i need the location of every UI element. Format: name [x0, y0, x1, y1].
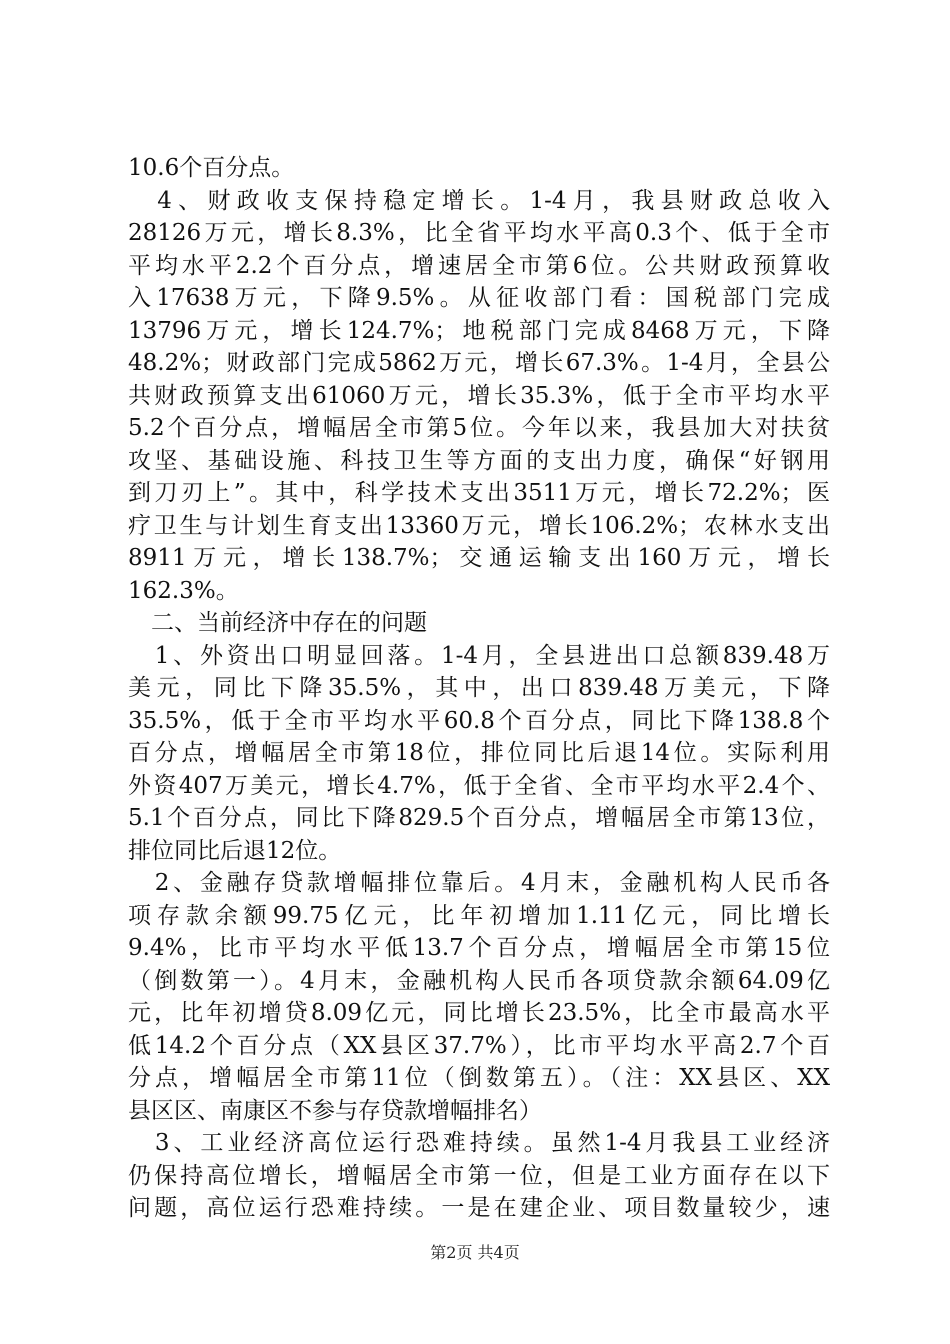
text-line: （倒数第一）。4月末，金融机构人民币各项贷款余额64.09亿: [128, 967, 830, 994]
text-line: 1、外资出口明显回落。1-4月，全县进出口总额839.48万: [128, 642, 830, 669]
document-body: [128, 152, 830, 1225]
page-footer: 第2页 共4页: [430, 1243, 520, 1262]
text-line: 疗卫生与计划生育支出13360万元，增长106.2%；农林水支出: [128, 512, 830, 539]
text-line: 10.6个百分点。: [128, 155, 295, 181]
text-line: 入17638万元，下降9.5%。从征收部门看：国税部门完成: [128, 285, 830, 311]
text-line: 低14.2个百分点（XX县区37.7%），比市平均水平高2.7个百: [128, 1032, 830, 1059]
text-line: 排位同比后退12位。: [128, 837, 342, 864]
text-line: 3、工业经济高位运行恐难持续。虽然1-4月我县工业经济: [128, 1130, 830, 1156]
text-line: 问题，高位运行恐难持续。一是在建企业、项目数量较少，速: [128, 1195, 830, 1221]
text-line: 元，比年初增贷8.09亿元，同比增长23.5%，比全市最高水平: [128, 1000, 830, 1026]
text-line: 5.1个百分点，同比下降829.5个百分点，增幅居全市第13位，: [128, 805, 830, 831]
text-line: 项存款余额99.75亿元，比年初增加1.11亿元，同比增长: [128, 902, 830, 929]
section-heading: 二、当前经济中存在的问题: [128, 610, 427, 636]
text-line: 分点，增幅居全市第11位（倒数第五）。（注：XX县区、XX: [128, 1065, 830, 1091]
text-line: 仍保持高位增长，增幅居全市第一位，但是工业方面存在以下: [128, 1162, 830, 1189]
text-line: 平均水平2.2个百分点，增速居全市第6位。公共财政预算收: [128, 252, 830, 279]
text-line: 13796万元，增长124.7%；地税部门完成8468万元，下降: [128, 317, 830, 344]
text-line: 35.5%，低于全市平均水平60.8个百分点，同比下降138.8个: [128, 707, 830, 734]
text-line: 2、金融存贷款增幅排位靠后。4月末，金融机构人民币各: [128, 870, 830, 896]
text-line: 9.4%，比市平均水平低13.7个百分点，增幅居全市第15位: [128, 935, 830, 961]
text-line: 5.2个百分点，增幅居全市第5位。今年以来，我县加大对扶贫: [128, 415, 830, 441]
text-line: 28126万元，增长8.3%，比全省平均水平高0.3个、低于全市: [128, 220, 830, 246]
text-line: 外资407万美元，增长4.7%，低于全省、全市平均水平2.4个、: [128, 772, 830, 799]
text-line: 共财政预算支出61060万元，增长35.3%，低于全市平均水平: [128, 382, 830, 409]
text-line: 到刀刃上”。其中，科学技术支出3511万元，增长72.2%；医: [128, 480, 830, 506]
text-line: 48.2%；财政部门完成5862万元，增长67.3%。1-4月，全县公: [128, 350, 830, 376]
text-line: 美元，同比下降35.5%，其中，出口839.48万美元，下降: [128, 675, 830, 701]
text-line: 4、财政收支保持稳定增长。1-4月，我县财政总收入: [128, 187, 830, 214]
text-line: 百分点，增幅居全市第18位，排位同比后退14位。实际利用: [128, 740, 830, 766]
text-line: 162.3%。: [128, 577, 239, 604]
text-line: 县区区、南康区不参与存贷款增幅排名）: [128, 1097, 542, 1124]
text-line: 攻坚、基础设施、科技卫生等方面的支出力度，确保“好钢用: [128, 447, 830, 474]
text-line: 8911万元，增长138.7%；交通运输支出160万元，增长: [128, 545, 830, 571]
